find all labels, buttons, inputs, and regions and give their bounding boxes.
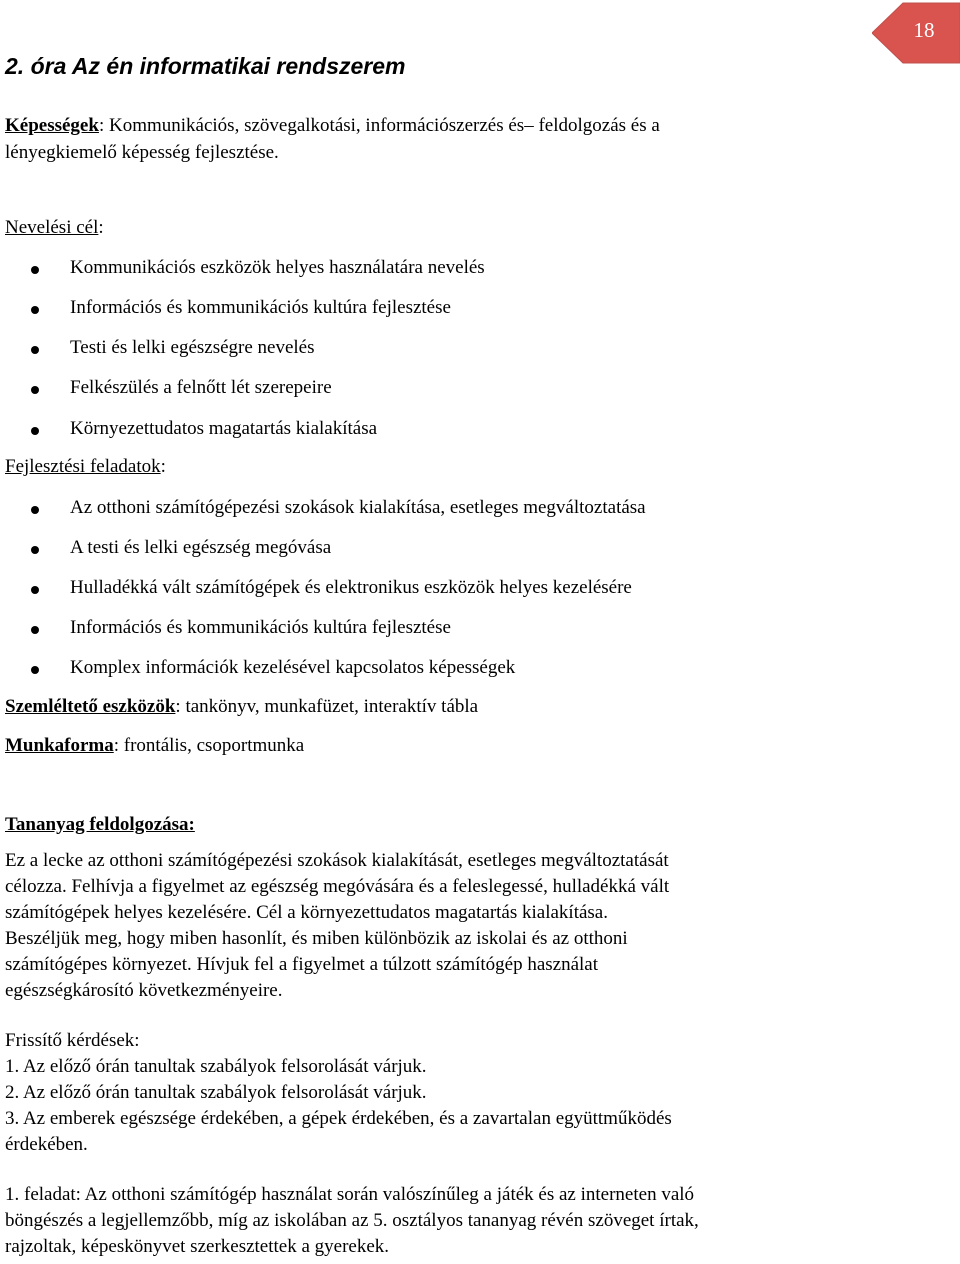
page-number-tab <box>872 2 960 64</box>
tananyag-line: Ez a lecke az otthoni számítógépezési szokások kialakítását, esetleges megváltoztatását <box>5 850 669 871</box>
frissito-line: 3. Az emberek egészsége érdekében, a gépek érdekében, és a zavartalan együttműködés <box>5 1108 672 1129</box>
bullet-icon <box>31 266 39 274</box>
bullet-icon <box>31 586 39 594</box>
nevelesi-cel-label: Nevelési cél <box>5 217 99 238</box>
tananyag-line: számítógépek helyes kezelésére. Cél a környezettudatos magatartás kialakítása. <box>5 902 608 923</box>
nevelesi-cel-item: Információs és kommunikációs kultúra fejlesztése <box>70 297 451 318</box>
page-number: 18 <box>913 18 935 42</box>
tananyag-line: célozza. Felhívja a figyelmet az egészség megóvására és a feleslegessé, hulladékká vált <box>5 876 670 897</box>
tananyag-line: egészségkárosító következményeire. <box>5 980 283 1001</box>
bullet-icon <box>31 346 39 354</box>
lesson-title: 2. óra Az én informatikai rendszerem <box>5 53 406 79</box>
kepessegek-label: Képességek <box>5 115 99 136</box>
bullet-icon <box>31 546 39 554</box>
nevelesi-cel-heading <box>5 217 104 239</box>
fejlesztesi-item: Az otthoni számítógépezési szokások kialakítása, esetleges megváltoztatása <box>70 497 646 518</box>
feladat-line: böngészés a legjellemzőbb, míg az iskolában az 5. osztályos tananyag révén szöveget írtak, <box>5 1210 699 1231</box>
fejlesztesi-item: A testi és lelki egészség megóvása <box>70 537 332 558</box>
frissito-line: érdekében. <box>5 1134 88 1155</box>
munkaforma-text: : frontális, csoportmunka <box>113 735 305 756</box>
bullet-icon <box>31 626 39 634</box>
fejlesztesi-item: Információs és kommunikációs kultúra fejlesztése <box>70 617 451 638</box>
tananyag-line: Beszéljük meg, hogy miben hasonlít, és miben különbözik az iskolai és az otthoni <box>5 928 628 949</box>
bullet-icon <box>31 666 39 674</box>
nevelesi-cel-item: Testi és lelki egészségre nevelés <box>70 337 315 358</box>
fejlesztesi-label: Fejlesztési feladatok <box>5 456 161 477</box>
bullet-icon <box>31 427 39 435</box>
kepessegek-line-2: lényegkiemelő képesség fejlesztése. <box>5 142 279 163</box>
kepessegek-colon: : <box>98 115 105 136</box>
bullet-icon <box>31 386 39 394</box>
nevelesi-cel-colon: : <box>98 217 104 238</box>
kepessegek-text: Kommunikációs, szövegalkotási, információszerzés és– feldolgozás és a <box>104 115 660 136</box>
fejlesztesi-item: Komplex információk kezelésével kapcsolatos képességek <box>70 657 516 678</box>
fejlesztesi-item: Hulladékká vált számítógépek és elektronikus eszközök helyes kezelésére <box>70 577 632 598</box>
frissito-line: 1. Az előző órán tanultak szabályok felsorolását várjuk. <box>5 1056 427 1077</box>
tananyag-heading: Tananyag feldolgozása: <box>5 814 195 835</box>
fejlesztesi-colon: : <box>160 456 166 477</box>
szemlelteto-line <box>5 696 478 718</box>
feladat-line: rajzoltak, képeskönyvet szerkesztettek a gyerekek. <box>5 1236 390 1257</box>
nevelesi-cel-item: Felkészülés a felnőtt lét szerepeire <box>70 377 332 398</box>
szemlelteto-text: : tankönyv, munkafüzet, interaktív tábla <box>175 696 479 717</box>
frissito-line: 2. Az előző órán tanultak szabályok felsorolását várjuk. <box>5 1082 427 1103</box>
tananyag-line: számítógépes környezet. Hívjuk fel a figyelmet a túlzott számítógép használat <box>5 954 599 975</box>
bullet-icon <box>31 306 39 314</box>
feladat-line: 1. feladat: Az otthoni számítógép használat során valószínűleg a játék és az interneten való <box>5 1184 695 1205</box>
fejlesztesi-heading <box>5 456 166 478</box>
bullet-icon <box>31 506 39 514</box>
szemlelteto-label: Szemléltető eszközök <box>5 696 176 717</box>
nevelesi-cel-item: Kommunikációs eszközök helyes használatára nevelés <box>70 257 485 278</box>
munkaforma-line <box>5 735 304 757</box>
kepessegek-line-1 <box>5 115 660 137</box>
frissito-heading: Frissítő kérdések: <box>5 1030 140 1051</box>
nevelesi-cel-item: Környezettudatos magatartás kialakítása <box>70 418 378 439</box>
munkaforma-label: Munkaforma <box>5 735 114 756</box>
